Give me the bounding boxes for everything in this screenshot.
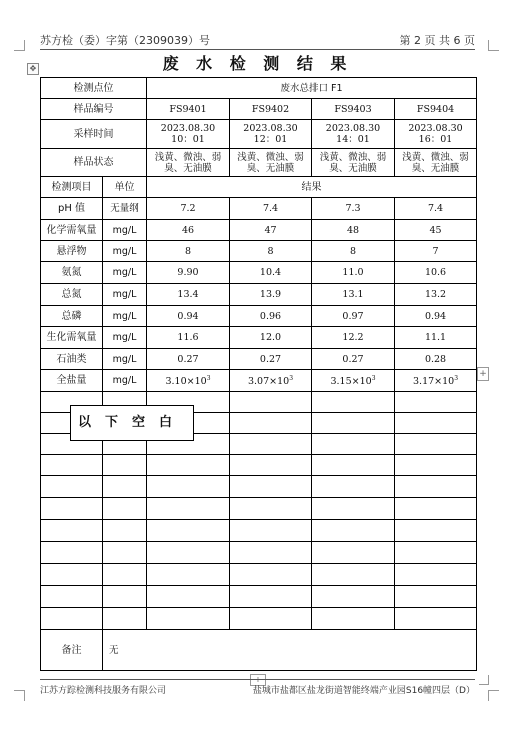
sci-exponent: 3: [371, 375, 376, 383]
empty-cell: [147, 564, 230, 586]
empty-cell: [312, 608, 395, 630]
empty-row: [41, 608, 477, 630]
table-row: [41, 349, 477, 370]
table-row: [41, 198, 477, 220]
sample-state-cell: [230, 149, 312, 177]
sampling-clock: 12：01: [253, 134, 288, 145]
sample-no-label: 样品编号: [41, 99, 147, 120]
empty-cell: [312, 586, 395, 608]
item-unit: mg/L: [103, 327, 147, 349]
item-unit: mg/L: [103, 370, 147, 392]
result-cell: 48: [312, 220, 395, 241]
empty-cell: [312, 542, 395, 564]
sci-exponent: 3: [454, 375, 459, 383]
result-cell: [230, 370, 312, 392]
result-cell: 11.0: [312, 262, 395, 284]
empty-cell: [147, 498, 230, 520]
empty-cell: [312, 520, 395, 542]
empty-cell: [230, 520, 312, 542]
page-info: 第 2 页 共 6 页: [399, 34, 475, 47]
empty-row: [41, 476, 477, 498]
result-cell: [312, 370, 395, 392]
item-name: 氨氮: [41, 262, 103, 284]
empty-cell: [230, 476, 312, 498]
empty-cell: [312, 392, 395, 413]
empty-cell: [41, 520, 103, 542]
result-cell: 12.2: [312, 327, 395, 349]
empty-cell: [103, 564, 147, 586]
empty-row: [41, 520, 477, 542]
remark-label: 备注: [41, 630, 103, 671]
item-unit: mg/L: [103, 284, 147, 306]
result-cell: 0.27: [230, 349, 312, 370]
table-row: [41, 241, 477, 262]
empty-cell: [395, 392, 477, 413]
empty-cell: [230, 564, 312, 586]
sample-no-row: [41, 99, 477, 120]
empty-cell: [312, 476, 395, 498]
empty-cell: [312, 455, 395, 476]
item-name: 总氮: [41, 284, 103, 306]
item-unit: mg/L: [103, 262, 147, 284]
empty-cell: [395, 608, 477, 630]
sample-no-cell: FS9401: [147, 99, 230, 120]
crop-mark-icon: [14, 40, 25, 51]
add-row-icon[interactable]: +: [250, 674, 266, 686]
sampling-time-cell: [230, 120, 312, 149]
empty-cell: [312, 434, 395, 455]
sample-no-cell: FS9402: [230, 99, 312, 120]
empty-cell: [41, 455, 103, 476]
empty-cell: [41, 586, 103, 608]
result-cell: 11.6: [147, 327, 230, 349]
empty-cell: [41, 476, 103, 498]
empty-cell: [147, 476, 230, 498]
sample-state-cell: [147, 149, 230, 177]
empty-cell: [395, 498, 477, 520]
result-cell: 13.1: [312, 284, 395, 306]
sampling-date: 2023.08.30: [160, 123, 216, 134]
result-cell: [395, 370, 477, 392]
table-move-handle-icon[interactable]: ✥: [27, 63, 39, 75]
results-table: [40, 77, 477, 671]
empty-cell: [395, 542, 477, 564]
table-row: [41, 306, 477, 327]
state-line: 臭、无油膜: [246, 162, 295, 174]
sampling-clock: 10：01: [171, 134, 205, 145]
remark-row: [41, 630, 477, 671]
result-cell: 13.9: [230, 284, 312, 306]
state-line: 浅黄、微浊、弱: [154, 151, 222, 163]
result-cell: 7.4: [230, 198, 312, 220]
add-column-icon[interactable]: +: [477, 367, 489, 381]
result-cell: 0.27: [147, 349, 230, 370]
result-header: 结果: [147, 177, 477, 198]
location-row: [41, 78, 477, 99]
footer-divider: [40, 679, 475, 680]
result-cell: 7: [395, 241, 477, 262]
result-cell: 13.2: [395, 284, 477, 306]
item-name: 悬浮物: [41, 241, 103, 262]
sampling-time-row: [41, 120, 477, 149]
empty-cell: [147, 455, 230, 476]
sampling-clock: 14：01: [336, 134, 370, 145]
result-cell: 7.4: [395, 198, 477, 220]
result-cell: 7.2: [147, 198, 230, 220]
item-name: pH 值: [41, 198, 103, 220]
unit-header: 单位: [103, 177, 147, 198]
item-unit: 无量纲: [103, 198, 147, 220]
item-name: 全盐量: [41, 370, 103, 392]
sample-state-cell: [312, 149, 395, 177]
crop-mark-icon: [488, 40, 499, 51]
result-cell: 0.97: [312, 306, 395, 327]
sampling-time-cell: [395, 120, 477, 149]
table-row: [41, 284, 477, 306]
empty-cell: [230, 434, 312, 455]
empty-cell: [103, 476, 147, 498]
result-cell: 11.1: [395, 327, 477, 349]
result-cell: 0.27: [312, 349, 395, 370]
state-line: 浅黄、微浊、弱: [237, 151, 304, 163]
location-label: 检测点位: [41, 78, 147, 99]
result-cell: 0.94: [147, 306, 230, 327]
empty-cell: [395, 564, 477, 586]
remark-value: 无: [103, 630, 477, 671]
report-number: 苏方检（委）字第（2309039）号: [40, 34, 210, 47]
item-name: 总磷: [41, 306, 103, 327]
empty-row: [41, 564, 477, 586]
table-row: [41, 327, 477, 349]
empty-cell: [147, 542, 230, 564]
sample-state-row: [41, 149, 477, 177]
table-row: [41, 220, 477, 241]
sample-no-cell: FS9404: [395, 99, 477, 120]
sci-base: 3.10×10: [165, 376, 207, 388]
empty-cell: [103, 608, 147, 630]
empty-cell: [395, 434, 477, 455]
table-row: [41, 262, 477, 284]
empty-cell: [230, 586, 312, 608]
result-cell: 13.4: [147, 284, 230, 306]
empty-cell: [41, 608, 103, 630]
sci-base: 3.15×10: [330, 376, 372, 388]
empty-cell: [395, 455, 477, 476]
table-row: [41, 370, 477, 392]
crop-mark-icon: [14, 690, 25, 701]
column-header-row: [41, 177, 477, 198]
empty-cell: [41, 542, 103, 564]
empty-row: [41, 455, 477, 476]
empty-cell: [230, 392, 312, 413]
result-cell: 10.4: [230, 262, 312, 284]
empty-row: [41, 586, 477, 608]
result-cell: 0.28: [395, 349, 477, 370]
result-cell: 8: [147, 241, 230, 262]
empty-cell: [230, 498, 312, 520]
item-unit: mg/L: [103, 349, 147, 370]
sample-state-cell: [395, 149, 477, 177]
empty-cell: [395, 413, 477, 434]
crop-mark-icon: [488, 690, 499, 701]
sampling-date: 2023.08.30: [325, 123, 381, 134]
result-cell: 12.0: [230, 327, 312, 349]
result-cell: [147, 370, 230, 392]
item-name: 生化需氧量: [41, 327, 103, 349]
page-title: 废 水 检 测 结 果: [162, 54, 353, 73]
empty-cell: [230, 542, 312, 564]
empty-row: [41, 542, 477, 564]
result-cell: 9.90: [147, 262, 230, 284]
item-unit: mg/L: [103, 220, 147, 241]
item-unit: mg/L: [103, 241, 147, 262]
empty-cell: [41, 498, 103, 520]
item-name: 化学需氧量: [41, 220, 103, 241]
empty-cell: [312, 498, 395, 520]
result-cell: 45: [395, 220, 477, 241]
footer-address: 盐城市盐都区盐龙街道智能终端产业园S16幢四层（D）: [252, 686, 475, 696]
empty-cell: [41, 564, 103, 586]
empty-cell: [147, 586, 230, 608]
empty-cell: [230, 608, 312, 630]
empty-cell: [103, 520, 147, 542]
state-line: 浅黄、微浊、弱: [402, 151, 469, 163]
sample-state-label: 样品状态: [41, 149, 147, 177]
sci-base: 3.07×10: [247, 376, 290, 388]
sampling-date: 2023.08.30: [408, 123, 463, 134]
empty-cell: [395, 520, 477, 542]
empty-cell: [312, 564, 395, 586]
empty-cell: [395, 586, 477, 608]
state-line: 臭、无油膜: [164, 162, 212, 174]
sampling-time-cell: [147, 120, 230, 149]
empty-cell: [395, 476, 477, 498]
result-cell: 47: [230, 220, 312, 241]
sampling-clock: 16：01: [418, 134, 453, 145]
result-cell: 46: [147, 220, 230, 241]
sci-exponent: 3: [289, 375, 294, 383]
empty-cell: [103, 542, 147, 564]
table-resize-handle-icon[interactable]: [479, 675, 489, 685]
state-line: 浅黄、微浊、弱: [319, 151, 387, 163]
item-header: 检测项目: [41, 177, 103, 198]
empty-cell: [147, 608, 230, 630]
header-divider: [40, 49, 475, 50]
empty-cell: [103, 498, 147, 520]
sampling-date: 2023.08.30: [243, 123, 298, 134]
sample-no-cell: FS9403: [312, 99, 395, 120]
sci-exponent: 3: [206, 375, 211, 383]
sampling-time-cell: [312, 120, 395, 149]
item-unit: mg/L: [103, 306, 147, 327]
state-line: 臭、无油膜: [411, 162, 460, 174]
result-cell: 0.96: [230, 306, 312, 327]
empty-cell: [312, 413, 395, 434]
state-line: 臭、无油膜: [329, 162, 377, 174]
empty-cell: [230, 413, 312, 434]
result-cell: 8: [230, 241, 312, 262]
empty-cell: [147, 520, 230, 542]
sci-base: 3.17×10: [413, 376, 455, 388]
result-cell: 7.3: [312, 198, 395, 220]
result-cell: 0.94: [395, 306, 477, 327]
empty-cell: [230, 455, 312, 476]
location-value: 废水总排口 F1: [147, 78, 477, 99]
result-cell: 8: [312, 241, 395, 262]
blank-notice: 以下空白: [70, 405, 194, 441]
empty-row: [41, 498, 477, 520]
empty-cell: [103, 586, 147, 608]
sampling-time-label: 采样时间: [41, 120, 147, 149]
empty-cell: [103, 455, 147, 476]
result-cell: 10.6: [395, 262, 477, 284]
item-name: 石油类: [41, 349, 103, 370]
footer-company: 江苏方踪检测科技服务有限公司: [40, 686, 167, 696]
